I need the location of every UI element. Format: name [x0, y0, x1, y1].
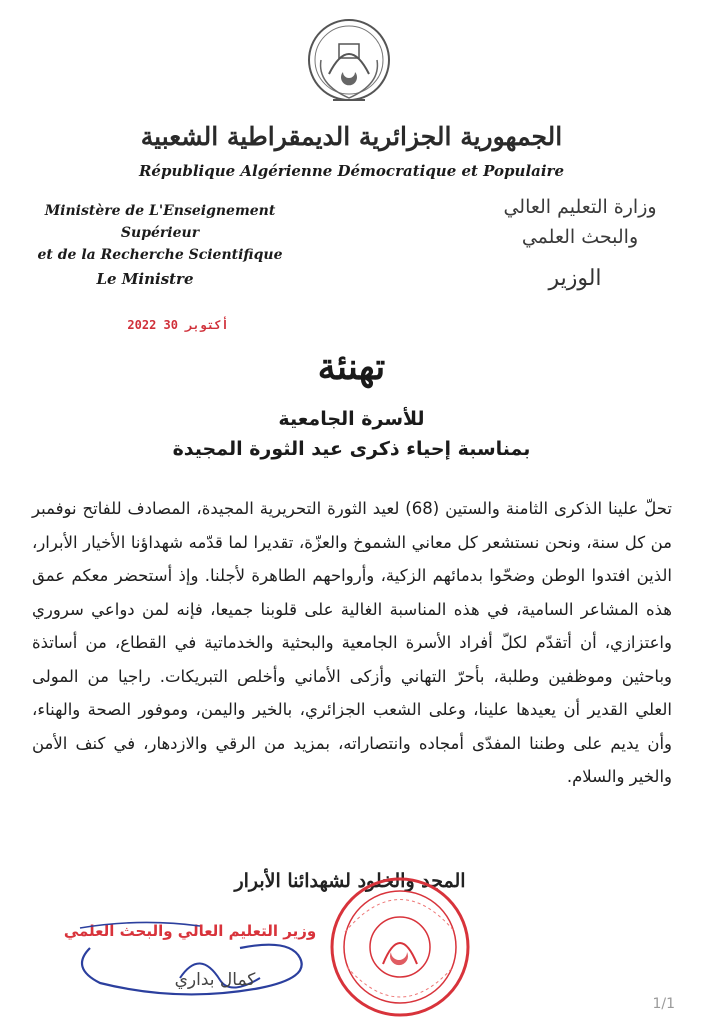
date-stamp: 2022 أكتوبر 30: [127, 318, 229, 332]
ministry-name-arabic: [470, 192, 690, 252]
republic-title-arabic: الجمهورية الجزائرية الديمقراطية الشعبية: [140, 122, 563, 151]
ministry-ar-line2: والبحث العلمي: [521, 226, 639, 248]
subtitle-line1: للأسرة الجامعية: [278, 408, 425, 430]
page-indicator: 1/1: [652, 996, 675, 1012]
ministry-ar-line1: وزارة التعليم العالي: [503, 196, 657, 218]
signer-title: وزير التعليم العالي والبحث العلمي: [63, 922, 317, 940]
minister-label-arabic: الوزير: [548, 266, 602, 291]
ministry-fr-line1: Ministère de L'Enseignement Supérieur: [44, 203, 276, 241]
ministry-fr-line2: et de la Recherche Scientifique: [37, 247, 283, 263]
signature-icon: [60, 908, 360, 1008]
ministry-name-french: [10, 200, 310, 266]
closing-line: المجد والخلود لشهدائنا الأبرار: [234, 870, 466, 892]
algeria-emblem-icon: [303, 14, 395, 112]
letter-title: تهنئة: [317, 346, 386, 388]
subtitle-line2: بمناسبة إحياء ذكرى عيد الثورة المجيدة: [172, 438, 531, 460]
letter-subtitle: [0, 404, 703, 464]
minister-label-french: Le Ministre: [96, 270, 194, 288]
signer-name: كمال بداري: [174, 970, 256, 990]
republic-title-french: République Algérienne Démocratique et Populaire: [138, 162, 565, 180]
letter-body: تحلّ علينا الذكرى الثامنة والستين (68) لعيد الثورة التحريرية المجيدة، المصادف للفاتح نوفمبر من كل سنة، ونحن نستشعر كل معاني الشموخ والعزّة، تقديرا لما قدّمه شهداؤنا الأخيار الأبرار، الذين افتدوا الوطن وضحّوا بدمائهم الزكية، وأرواحهم الطاهرة لأجلنا. وإذ أستحضر معكم عمق هذه المشاعر السامية، في هذه المناسبة الغالية على قلوبنا جميعا، فإنه لمن دواعي سروري واعتزازي، أن أتقدّم لكلّ أفراد الأسرة الجامعية والبحثية والخدماتية في القطاع، من أساتذة وباحثين وموظفين وطلبة، بأحرّ التهاني وأزكى الأماني وأخلص التبريكات. راجيا من المولى العلي القدير أن يعيدها علينا، وعلى الشعب الجزائري، بالخير واليمن، وموفور الصحة والهناء، وأن يديم على وطننا المفدّى أمجاده وانتصاراته، بمزيد من الرقي والازدهار، في كنف الأمن والخير والسلام.: [32, 499, 672, 786]
